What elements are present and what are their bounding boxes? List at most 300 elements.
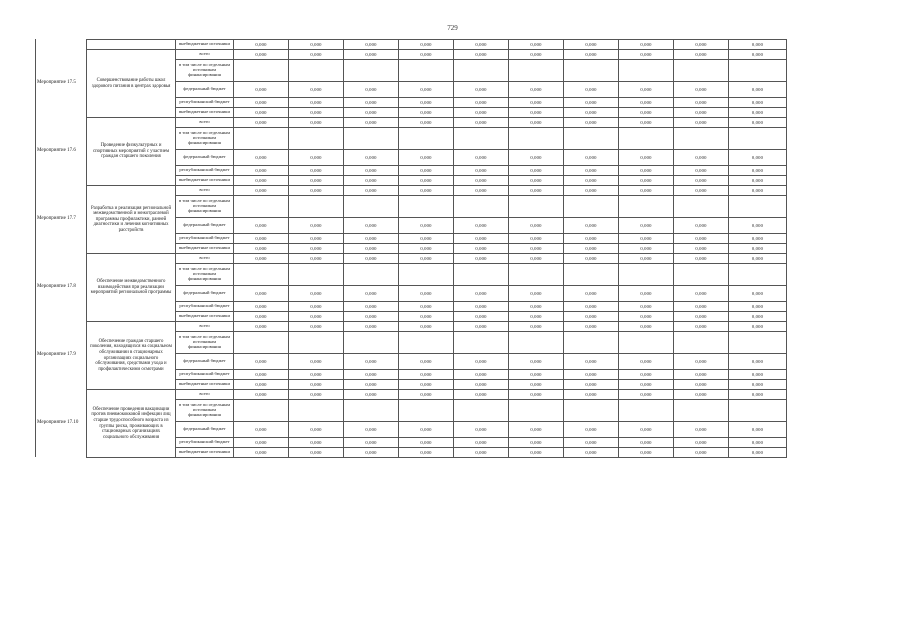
value-cell: 0,000: [454, 438, 509, 448]
value-cell: 0,000: [619, 286, 674, 302]
value-cell: [674, 264, 729, 286]
value-cell: 0,000: [509, 448, 564, 458]
value-cell: [619, 332, 674, 354]
measure-code: Мероприятие 17.9: [37, 352, 76, 357]
value-cell: 0,000: [674, 438, 729, 448]
value-cell: 0,000: [619, 354, 674, 370]
value-cell: 0,000: [674, 50, 729, 60]
value-cell: [234, 60, 289, 82]
value-cell: [344, 60, 399, 82]
value-cell: 0,000: [234, 98, 289, 108]
value-cell: [674, 400, 729, 422]
value-cell: 0,000: [674, 354, 729, 370]
value-cell: 0,000: [729, 370, 787, 380]
value-cell: 0,000: [289, 50, 344, 60]
source-label-republican: республиканский бюджет: [176, 302, 234, 312]
value-cell: [234, 128, 289, 150]
source-label-total: всего: [176, 50, 234, 60]
value-cell: 0,000: [619, 312, 674, 322]
value-cell: 0,000: [674, 302, 729, 312]
value-cell: 0,000: [674, 218, 729, 234]
value-cell: 0,000: [344, 98, 399, 108]
table-row: [87, 218, 787, 234]
value-cell: [509, 128, 564, 150]
value-cell: 0,000: [289, 422, 344, 438]
value-cell: 0,000: [454, 244, 509, 254]
value-cell: [674, 196, 729, 218]
value-cell: 0,000: [674, 254, 729, 264]
value-cell: 0,000: [344, 380, 399, 390]
source-label-including: в том числе по отдельным источникам финансирования: [176, 264, 234, 286]
table-row: [87, 322, 787, 332]
value-cell: 0,000: [564, 118, 619, 128]
value-cell: 0,000: [344, 218, 399, 234]
value-cell: 0,000: [509, 40, 564, 50]
value-cell: 0,000: [289, 302, 344, 312]
value-cell: 0,000: [399, 40, 454, 50]
value-cell: [399, 128, 454, 150]
value-cell: 0,000: [399, 438, 454, 448]
value-cell: 0,000: [619, 166, 674, 176]
value-cell: 0,000: [564, 108, 619, 118]
value-cell: 0,000: [509, 322, 564, 332]
value-cell: 0,000: [454, 354, 509, 370]
value-cell: 0,000: [729, 176, 787, 186]
value-cell: 0,000: [619, 118, 674, 128]
value-cell: 0,000: [674, 176, 729, 186]
table-row: [87, 400, 787, 422]
value-cell: [674, 128, 729, 150]
value-cell: 0,000: [399, 118, 454, 128]
table-row: [87, 108, 787, 118]
table-row: [87, 128, 787, 150]
value-cell: 0,000: [509, 234, 564, 244]
value-cell: 0,000: [399, 302, 454, 312]
value-cell: 0,000: [729, 302, 787, 312]
value-cell: 0,000: [234, 218, 289, 234]
source-label-extrabudget: внебюджетные источники: [176, 244, 234, 254]
table-row: [87, 354, 787, 370]
value-cell: [399, 196, 454, 218]
value-cell: 0,000: [234, 118, 289, 128]
value-cell: 0,000: [509, 50, 564, 60]
value-cell: [344, 332, 399, 354]
value-cell: 0,000: [289, 380, 344, 390]
value-cell: 0,000: [454, 422, 509, 438]
value-cell: 0,000: [509, 150, 564, 166]
left-border: [35, 39, 87, 457]
value-cell: 0,000: [729, 40, 787, 50]
value-cell: 0,000: [289, 448, 344, 458]
value-cell: 0,000: [289, 370, 344, 380]
value-cell: 0,000: [729, 108, 787, 118]
value-cell: [509, 332, 564, 354]
value-cell: 0,000: [674, 150, 729, 166]
value-cell: 0,000: [234, 176, 289, 186]
table-row: [87, 390, 787, 400]
source-label-federal: федеральный бюджет: [176, 286, 234, 302]
table-row: [87, 176, 787, 186]
value-cell: 0,000: [344, 40, 399, 50]
value-cell: 0,000: [729, 322, 787, 332]
source-label-extrabudget: внебюджетные источники: [176, 108, 234, 118]
value-cell: 0,000: [509, 380, 564, 390]
value-cell: 0,000: [454, 390, 509, 400]
value-cell: 0,000: [564, 40, 619, 50]
value-cell: 0,000: [509, 302, 564, 312]
value-cell: 0,000: [454, 322, 509, 332]
source-label-total: всего: [176, 322, 234, 332]
value-cell: [234, 400, 289, 422]
value-cell: 0,000: [454, 118, 509, 128]
value-cell: 0,000: [454, 370, 509, 380]
value-cell: 0,000: [454, 150, 509, 166]
value-cell: 0,000: [564, 150, 619, 166]
value-cell: 0,000: [509, 312, 564, 322]
measure-code: Мероприятие 17.5: [37, 80, 76, 85]
value-cell: [289, 264, 344, 286]
value-cell: 0,000: [399, 390, 454, 400]
value-cell: 0,000: [674, 390, 729, 400]
value-cell: 0,000: [674, 244, 729, 254]
value-cell: 0,000: [729, 150, 787, 166]
value-cell: 0,000: [729, 234, 787, 244]
value-cell: 0,000: [619, 390, 674, 400]
value-cell: 0,000: [674, 422, 729, 438]
value-cell: 0,000: [454, 108, 509, 118]
value-cell: 0,000: [234, 302, 289, 312]
value-cell: 0,000: [344, 176, 399, 186]
value-cell: 0,000: [399, 322, 454, 332]
value-cell: 0,000: [454, 254, 509, 264]
measure-name-cell: [87, 40, 176, 50]
value-cell: 0,000: [729, 286, 787, 302]
value-cell: 0,000: [234, 380, 289, 390]
value-cell: 0,000: [399, 166, 454, 176]
value-cell: [234, 332, 289, 354]
value-cell: 0,000: [619, 244, 674, 254]
source-label-including: в том числе по отдельным источникам финансирования: [176, 60, 234, 82]
source-label-including: в том числе по отдельным источникам финансирования: [176, 400, 234, 422]
measure-name: Проведение физкультурных и спортивных мероприятий с участием граждан старшего поколения: [87, 118, 176, 186]
value-cell: [564, 60, 619, 82]
value-cell: 0,000: [234, 354, 289, 370]
value-cell: 0,000: [564, 98, 619, 108]
value-cell: 0,000: [674, 312, 729, 322]
budget-table: [86, 39, 787, 458]
value-cell: 0,000: [234, 150, 289, 166]
value-cell: [454, 332, 509, 354]
table-row: [87, 150, 787, 166]
value-cell: [509, 400, 564, 422]
value-cell: 0,000: [454, 448, 509, 458]
value-cell: 0,000: [674, 166, 729, 176]
value-cell: 0,000: [344, 286, 399, 302]
table-row: [87, 448, 787, 458]
value-cell: [619, 128, 674, 150]
value-cell: 0,000: [674, 322, 729, 332]
value-cell: 0,000: [454, 176, 509, 186]
value-cell: 0,000: [729, 380, 787, 390]
measure-name: Обеспечение межведомственного взаимодействия при реализации мероприятий региональной программы: [87, 254, 176, 322]
value-cell: [729, 332, 787, 354]
value-cell: 0,000: [454, 218, 509, 234]
value-cell: 0,000: [344, 50, 399, 60]
measure-name: Совершенствование работы школ здорового питания в центрах здоровья: [87, 50, 176, 118]
value-cell: 0,000: [564, 244, 619, 254]
value-cell: 0,000: [454, 50, 509, 60]
value-cell: 0,000: [619, 82, 674, 98]
value-cell: 0,000: [344, 370, 399, 380]
value-cell: 0,000: [729, 218, 787, 234]
value-cell: 0,000: [399, 380, 454, 390]
value-cell: 0,000: [509, 108, 564, 118]
value-cell: 0,000: [729, 312, 787, 322]
value-cell: 0,000: [509, 82, 564, 98]
value-cell: 0,000: [399, 150, 454, 166]
value-cell: 0,000: [509, 354, 564, 370]
measure-name: Обеспечение проведения вакцинации против пневмококковой инфекции лиц старше трудоспособного возраста из группы риска, проживающих в стационарных организациях социального обслуживания: [87, 390, 176, 458]
source-label-extrabudget: внебюджетные источники: [176, 380, 234, 390]
source-label-including: в том числе по отдельным источникам финансирования: [176, 332, 234, 354]
value-cell: 0,000: [454, 302, 509, 312]
value-cell: 0,000: [729, 50, 787, 60]
source-label-total: всего: [176, 254, 234, 264]
value-cell: 0,000: [729, 354, 787, 370]
value-cell: 0,000: [619, 322, 674, 332]
table-row: [87, 422, 787, 438]
value-cell: 0,000: [289, 40, 344, 50]
value-cell: 0,000: [564, 380, 619, 390]
value-cell: 0,000: [454, 98, 509, 108]
value-cell: 0,000: [399, 312, 454, 322]
value-cell: 0,000: [674, 82, 729, 98]
table-row: [87, 264, 787, 286]
value-cell: [289, 196, 344, 218]
value-cell: 0,000: [344, 254, 399, 264]
source-label-including: в том числе по отдельным источникам финансирования: [176, 128, 234, 150]
source-label-republican: республиканский бюджет: [176, 370, 234, 380]
value-cell: [289, 60, 344, 82]
value-cell: 0,000: [674, 234, 729, 244]
value-cell: 0,000: [289, 118, 344, 128]
value-cell: 0,000: [619, 234, 674, 244]
value-cell: 0,000: [674, 370, 729, 380]
value-cell: [454, 196, 509, 218]
value-cell: [564, 332, 619, 354]
value-cell: 0,000: [674, 380, 729, 390]
value-cell: 0,000: [564, 176, 619, 186]
source-label-republican: республиканский бюджет: [176, 166, 234, 176]
value-cell: 0,000: [729, 438, 787, 448]
value-cell: 0,000: [234, 448, 289, 458]
value-cell: 0,000: [619, 254, 674, 264]
value-cell: 0,000: [289, 254, 344, 264]
value-cell: 0,000: [399, 354, 454, 370]
source-label-extrabudget: внебюджетные источники: [176, 312, 234, 322]
value-cell: 0,000: [234, 370, 289, 380]
value-cell: 0,000: [454, 82, 509, 98]
value-cell: 0,000: [344, 82, 399, 98]
value-cell: 0,000: [344, 186, 399, 196]
value-cell: 0,000: [399, 108, 454, 118]
value-cell: [674, 60, 729, 82]
value-cell: 0,000: [564, 286, 619, 302]
value-cell: [729, 196, 787, 218]
value-cell: 0,000: [619, 448, 674, 458]
value-cell: 0,000: [289, 244, 344, 254]
value-cell: 0,000: [344, 234, 399, 244]
value-cell: [399, 60, 454, 82]
value-cell: 0,000: [289, 108, 344, 118]
value-cell: [729, 400, 787, 422]
value-cell: 0,000: [289, 438, 344, 448]
value-cell: 0,000: [344, 312, 399, 322]
value-cell: 0,000: [234, 322, 289, 332]
value-cell: [729, 128, 787, 150]
value-cell: 0,000: [619, 302, 674, 312]
value-cell: 0,000: [399, 234, 454, 244]
source-label-republican: республиканский бюджет: [176, 438, 234, 448]
value-cell: 0,000: [289, 234, 344, 244]
value-cell: 0,000: [509, 176, 564, 186]
value-cell: 0,000: [234, 422, 289, 438]
value-cell: 0,000: [674, 98, 729, 108]
value-cell: 0,000: [289, 176, 344, 186]
value-cell: 0,000: [509, 390, 564, 400]
measure-code: Мероприятие 17.7: [37, 216, 76, 221]
table-row: [87, 50, 787, 60]
value-cell: 0,000: [399, 448, 454, 458]
value-cell: [289, 332, 344, 354]
source-label-including: в том числе по отдельным источникам финансирования: [176, 196, 234, 218]
value-cell: 0,000: [234, 254, 289, 264]
value-cell: 0,000: [289, 186, 344, 196]
value-cell: [729, 264, 787, 286]
measure-code: Мероприятие 17.10: [37, 420, 79, 425]
value-cell: 0,000: [399, 244, 454, 254]
value-cell: 0,000: [619, 150, 674, 166]
value-cell: 0,000: [509, 98, 564, 108]
value-cell: [344, 196, 399, 218]
source-label: внебюджетные источники: [176, 40, 234, 50]
value-cell: 0,000: [234, 50, 289, 60]
table-row: [87, 286, 787, 302]
value-cell: 0,000: [344, 422, 399, 438]
value-cell: 0,000: [454, 234, 509, 244]
value-cell: [674, 332, 729, 354]
value-cell: 0,000: [344, 118, 399, 128]
table-row: [87, 332, 787, 354]
value-cell: 0,000: [289, 218, 344, 234]
value-cell: 0,000: [729, 448, 787, 458]
value-cell: 0,000: [619, 380, 674, 390]
value-cell: 0,000: [564, 354, 619, 370]
value-cell: 0,000: [509, 244, 564, 254]
table-row: [87, 380, 787, 390]
value-cell: 0,000: [399, 98, 454, 108]
value-cell: 0,000: [619, 218, 674, 234]
value-cell: 0,000: [729, 98, 787, 108]
value-cell: [619, 196, 674, 218]
value-cell: 0,000: [454, 312, 509, 322]
source-label-total: всего: [176, 186, 234, 196]
value-cell: [454, 60, 509, 82]
source-label-federal: федеральный бюджет: [176, 82, 234, 98]
value-cell: 0,000: [399, 82, 454, 98]
value-cell: 0,000: [234, 234, 289, 244]
value-cell: 0,000: [674, 108, 729, 118]
value-cell: 0,000: [234, 186, 289, 196]
value-cell: [564, 128, 619, 150]
value-cell: 0,000: [674, 40, 729, 50]
value-cell: [509, 264, 564, 286]
value-cell: 0,000: [619, 176, 674, 186]
value-cell: [344, 128, 399, 150]
source-label-federal: федеральный бюджет: [176, 354, 234, 370]
value-cell: 0,000: [399, 422, 454, 438]
value-cell: 0,000: [729, 254, 787, 264]
value-cell: 0,000: [454, 40, 509, 50]
value-cell: 0,000: [344, 150, 399, 166]
source-label-total: всего: [176, 390, 234, 400]
value-cell: 0,000: [509, 186, 564, 196]
table-row: [87, 196, 787, 218]
value-cell: 0,000: [289, 166, 344, 176]
value-cell: 0,000: [674, 448, 729, 458]
value-cell: [619, 400, 674, 422]
value-cell: [564, 196, 619, 218]
source-label-federal: федеральный бюджет: [176, 150, 234, 166]
value-cell: 0,000: [344, 166, 399, 176]
value-cell: 0,000: [454, 166, 509, 176]
table-row: [87, 244, 787, 254]
value-cell: 0,000: [454, 186, 509, 196]
value-cell: 0,000: [344, 448, 399, 458]
measure-code: Мероприятие 17.8: [37, 284, 76, 289]
value-cell: 0,000: [674, 186, 729, 196]
table-row: [87, 118, 787, 128]
value-cell: [454, 264, 509, 286]
value-cell: [234, 264, 289, 286]
value-cell: 0,000: [234, 244, 289, 254]
value-cell: [619, 60, 674, 82]
value-cell: 0,000: [564, 254, 619, 264]
value-cell: 0,000: [619, 438, 674, 448]
value-cell: 0,000: [729, 422, 787, 438]
value-cell: 0,000: [729, 166, 787, 176]
value-cell: 0,000: [619, 40, 674, 50]
measure-name: Разработка и реализация региональной межведомственной и межотраслевой программы профилактики, ранней диагностики и лечения когнитивных расстройств: [87, 186, 176, 254]
value-cell: 0,000: [344, 302, 399, 312]
value-cell: 0,000: [399, 254, 454, 264]
value-cell: 0,000: [509, 286, 564, 302]
value-cell: 0,000: [234, 438, 289, 448]
value-cell: 0,000: [619, 98, 674, 108]
value-cell: 0,000: [564, 218, 619, 234]
measure-name: Обеспечение граждан старшего поколения, находящихся на социальном обслуживании в стационарных организациях социального обслуживания, средствами ухода и профилактическими осмотрами: [87, 322, 176, 390]
value-cell: [619, 264, 674, 286]
value-cell: 0,000: [564, 422, 619, 438]
value-cell: 0,000: [729, 118, 787, 128]
source-label-federal: федеральный бюджет: [176, 422, 234, 438]
value-cell: 0,000: [344, 390, 399, 400]
source-label-republican: республиканский бюджет: [176, 98, 234, 108]
value-cell: [289, 400, 344, 422]
source-label-extrabudget: внебюджетные источники: [176, 448, 234, 458]
value-cell: 0,000: [454, 286, 509, 302]
value-cell: 0,000: [564, 312, 619, 322]
